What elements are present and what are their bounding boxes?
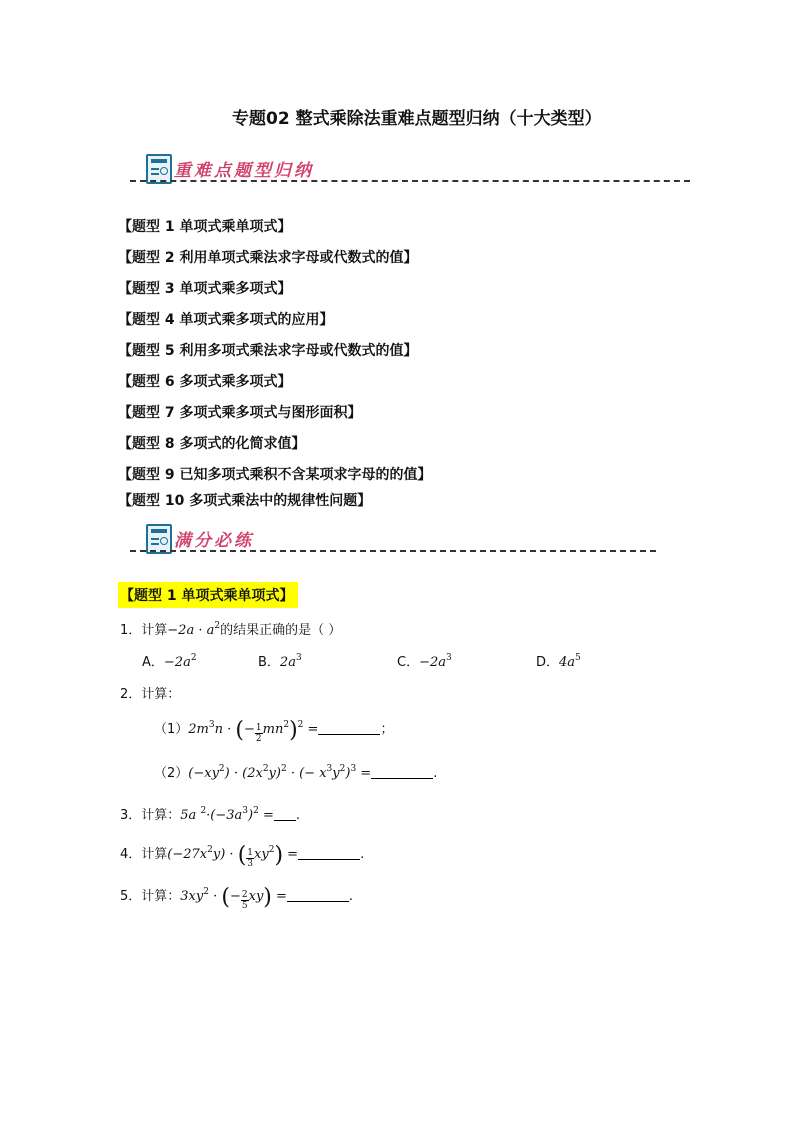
highlight-heading: 【题型 1 单项式乘单项式】 bbox=[118, 582, 298, 608]
math-expr: $2a^3$ bbox=[279, 653, 302, 670]
math-expr: $-2a \cdot a^2$ bbox=[167, 621, 221, 638]
question-prefix: 4．计算 bbox=[120, 847, 168, 862]
toc-item-2: 【题型 2 利用单项式乘法求字母或代数式的值】 bbox=[118, 250, 418, 266]
section-header-key-types bbox=[120, 152, 690, 188]
math-expr: $4a^5$ bbox=[559, 653, 581, 670]
option-label: B． bbox=[258, 655, 280, 670]
toc-item-10: 【题型 10 多项式乘法中的规律性问题】 bbox=[118, 493, 372, 509]
question-4: 4．计算$(-27x^2y)$ · ( $\frac{1}{3}$ $xy^2$) = . bbox=[120, 843, 365, 869]
toc-item-1: 【题型 1 单项式乘单项式】 bbox=[118, 219, 292, 235]
math-expr: $-2a^2$ bbox=[163, 653, 197, 670]
option-b bbox=[258, 651, 302, 670]
question-prefix: 1．计算 bbox=[120, 623, 168, 638]
toc-item-7: 【题型 7 多项式乘多项式与图形面积】 bbox=[118, 405, 362, 421]
question-2-part-1: $(1)2m^3n$ · (− $\frac{1}{2}$ $mn^2)^2$ = ； bbox=[154, 718, 394, 744]
math-expr: $3xy^2$ · (− $\frac{2}{5}$ xy) = bbox=[180, 885, 287, 911]
sub-label: （1） bbox=[154, 722, 189, 737]
toc-item-6: 【题型 6 多项式乘多项式】 bbox=[118, 374, 292, 390]
dashed-divider bbox=[130, 180, 690, 182]
option-c bbox=[397, 651, 452, 670]
option-label: C． bbox=[397, 655, 420, 670]
sub-label: （2） bbox=[154, 766, 189, 781]
question-prefix: 5．计算： bbox=[120, 889, 181, 904]
option-d bbox=[536, 651, 581, 670]
dashed-divider bbox=[130, 550, 656, 552]
math-expr: $(-xy^2) \cdot (2x^2y)^2$ · (− $x^3y^2)^3$ = bbox=[188, 764, 372, 781]
toc-item-9: 【题型 9 已知多项式乘积不含某项求字母的的值】 bbox=[118, 467, 432, 483]
section-label: 满分必练 bbox=[174, 531, 254, 551]
math-expr: $-2a^3$ bbox=[419, 653, 452, 670]
math-expr: $2m^3n$ · (− $\frac{1}{2}$ $mn^2)^2$ = bbox=[188, 718, 319, 744]
toc-item-8: 【题型 8 多项式的化简求值】 bbox=[118, 436, 306, 452]
toc-item-3: 【题型 3 单项式乘多项式】 bbox=[118, 281, 292, 297]
toc-item-4: 【题型 4 单项式乘多项式的应用】 bbox=[118, 312, 334, 328]
question-1 bbox=[120, 619, 341, 638]
math-expr: $(-27x^2y)$ · ( $\frac{1}{3}$ $xy^2$) = bbox=[167, 843, 299, 869]
toc-item-5: 【题型 5 利用多项式乘法求字母或代数式的值】 bbox=[118, 343, 418, 359]
option-label: D． bbox=[536, 655, 560, 670]
question-5: 5．计算：$3xy^2$ · (− $\frac{2}{5}$ xy) = . bbox=[120, 885, 354, 911]
question-suffix: 的结果正确的是（ ） bbox=[220, 623, 342, 638]
math-expr: 5a $^2\cdot(-3a^3)^2$ = bbox=[180, 806, 274, 823]
section-label: 重难点题型归纳 bbox=[174, 161, 314, 181]
question-prefix: 3．计算： bbox=[120, 808, 181, 823]
answer-blank[interactable] bbox=[287, 889, 349, 902]
answer-blank[interactable] bbox=[274, 808, 296, 821]
question-2: 2．计算： bbox=[120, 687, 181, 702]
page-title: 专题02 整式乘除法重难点题型归纳（十大类型） bbox=[232, 109, 602, 129]
section-header-practice bbox=[120, 522, 656, 558]
answer-blank[interactable] bbox=[371, 766, 433, 779]
option-label: A． bbox=[142, 655, 164, 670]
answer-blank[interactable] bbox=[318, 722, 380, 735]
question-2-part-2: $(2)(-xy^2) \cdot (2x^2y)^2$ · (− $x^3y^2)^3$ = . bbox=[154, 764, 438, 781]
option-a bbox=[142, 651, 197, 670]
question-3: 3．计算：5a $^2\cdot(-3a^3)^2$ = . bbox=[120, 806, 301, 823]
answer-blank[interactable] bbox=[298, 847, 360, 860]
